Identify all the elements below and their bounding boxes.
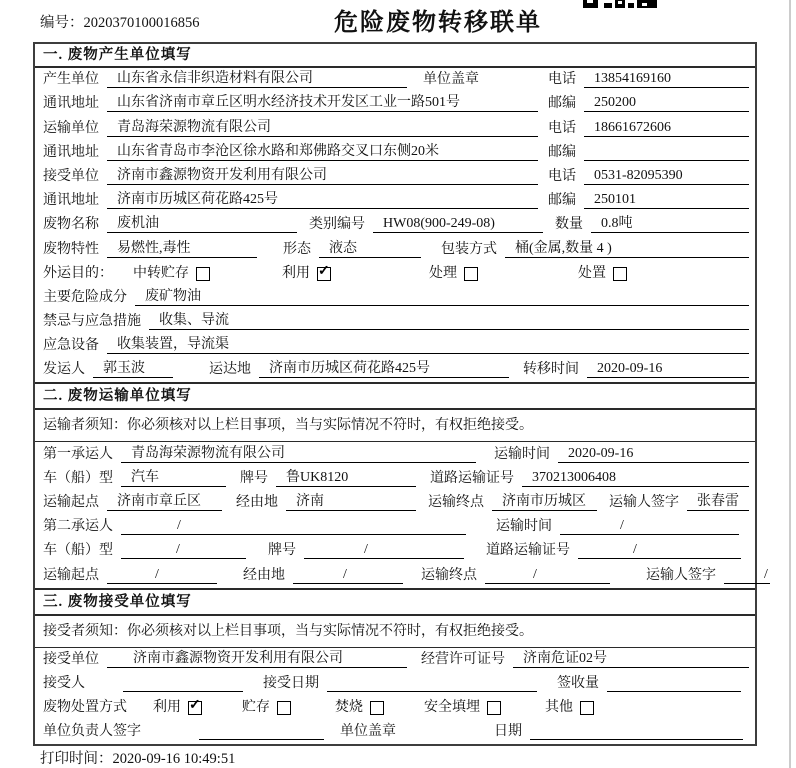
category-code-label: 类别编号 bbox=[309, 217, 365, 233]
section3-header: 三. 废物接受单位填写 bbox=[35, 588, 755, 616]
emergency-equipment-value: 收集装置，导流渠 bbox=[107, 337, 749, 354]
packaging-label: 包装方式 bbox=[441, 241, 497, 257]
first-carrier-value: 青岛海荣源物流有限公司 bbox=[121, 446, 476, 463]
transporter-address-value: 山东省青岛市李沧区徐水路和郑佛路交叉口东侧20米 bbox=[107, 144, 538, 161]
phone-label: 电话 bbox=[548, 120, 576, 136]
producer-address-row bbox=[35, 92, 755, 116]
destination-label: 运达地 bbox=[209, 362, 251, 378]
category-code-value: HW08(900-249-08) bbox=[373, 216, 543, 233]
route-row bbox=[35, 491, 755, 515]
producer-unit-value: 山东省永信非织造材料有限公司 bbox=[107, 71, 407, 88]
section2-header: 二. 废物运输单位填写 bbox=[35, 382, 755, 410]
terminus-value: 济南市历城区 bbox=[492, 494, 597, 511]
receiver-notice: 接受者须知：你必须核对以上栏目事项，当与实际情况不符时，有权拒绝接受。 bbox=[35, 616, 755, 648]
form-state-label: 形态 bbox=[283, 241, 311, 257]
carrier-signature-label: 运输人签字 bbox=[609, 495, 679, 510]
road-permit-value: 370213006408 bbox=[522, 470, 749, 487]
print-time bbox=[40, 747, 235, 768]
license-number-label: 经营许可证号 bbox=[421, 651, 505, 667]
receiver-phone-value: 0531-82095390 bbox=[584, 168, 749, 185]
receiver-person-label: 接受人 bbox=[43, 675, 85, 691]
outbound-purpose-row bbox=[35, 262, 755, 286]
transport-time-value: 2020-09-16 bbox=[558, 446, 749, 463]
first-carrier-label: 第一承运人 bbox=[43, 446, 113, 462]
signed-quantity-value bbox=[607, 676, 741, 692]
origin-label: 运输起点 bbox=[43, 495, 99, 510]
purpose-option bbox=[282, 266, 331, 282]
vehicle-type-label: 车（船）型 bbox=[43, 470, 113, 486]
transfer-date-label: 转移时间 bbox=[523, 362, 579, 378]
contraindication-label: 禁忌与应急措施 bbox=[43, 314, 141, 330]
vehicle-type-row-2 bbox=[35, 539, 755, 563]
carrier-signature-label: 运输人签字 bbox=[646, 567, 716, 583]
row-left-part bbox=[43, 144, 548, 161]
checkbox-icon bbox=[464, 267, 478, 281]
plate-number-value: / bbox=[304, 542, 464, 559]
vehicle-type-label: 车（船）型 bbox=[43, 543, 113, 559]
producer-postcode-value: 250200 bbox=[584, 95, 749, 112]
option-label: 处理 bbox=[429, 265, 457, 281]
responsible-signature-row bbox=[35, 720, 755, 744]
consignor-row bbox=[35, 358, 755, 382]
producer-phone-value: 13854169160 bbox=[584, 71, 749, 88]
vehicle-type-value: 汽车 bbox=[121, 470, 226, 487]
destination-value: 济南市历城区荷花路425号 bbox=[259, 361, 509, 378]
date-value bbox=[530, 724, 743, 740]
responsible-signature-value bbox=[199, 724, 324, 740]
checkbox-icon bbox=[370, 701, 384, 715]
row-left-part bbox=[43, 95, 548, 112]
receiver-address-value: 济南市历城区荷花路425号 bbox=[107, 192, 538, 209]
disposal-option bbox=[424, 700, 501, 716]
purpose-option bbox=[429, 266, 478, 282]
carrier-signature-value: 张春雷 bbox=[687, 494, 749, 511]
producer-unit-label: 产生单位 bbox=[43, 72, 99, 88]
consignor-label: 发运人 bbox=[43, 362, 85, 378]
via-value: 济南 bbox=[286, 494, 416, 511]
disposal-option bbox=[153, 700, 202, 716]
quantity-value: 0.8吨 bbox=[591, 216, 749, 233]
form-state-value: 液态 bbox=[319, 241, 421, 258]
option-label: 处置 bbox=[578, 265, 606, 281]
unit-seal-label: 单位盖章 bbox=[340, 724, 396, 740]
road-permit-label: 道路运输证号 bbox=[430, 470, 514, 486]
waste-name-row bbox=[35, 213, 755, 237]
emergency-equipment-row bbox=[35, 334, 755, 358]
option-label: 中转贮存 bbox=[133, 265, 189, 281]
transporter-unit-row bbox=[35, 116, 755, 140]
hazard-component-label: 主要危险成分 bbox=[43, 289, 127, 305]
waste-name-label: 废物名称 bbox=[43, 217, 99, 233]
vehicle-type-row bbox=[35, 467, 755, 491]
responsible-signature-label: 单位负责人签字 bbox=[43, 724, 141, 740]
disposal-option bbox=[335, 700, 384, 716]
address-label: 通讯地址 bbox=[43, 96, 99, 112]
receive-date-label: 接受日期 bbox=[263, 675, 319, 691]
waste-property-row bbox=[35, 237, 755, 261]
address-label: 通讯地址 bbox=[43, 144, 99, 160]
print-time-label: 打印时间： bbox=[40, 751, 113, 767]
first-carrier-row bbox=[35, 442, 755, 466]
producer-unit-row bbox=[35, 68, 755, 92]
waste-property-label: 废物特性 bbox=[43, 241, 99, 257]
terminus-label: 运输终点 bbox=[421, 567, 477, 583]
second-carrier-value: / bbox=[121, 518, 466, 535]
checkbox-icon bbox=[613, 267, 627, 281]
packaging-value: 桶(金属,数量 4 ) bbox=[505, 241, 749, 258]
contraindication-row bbox=[35, 310, 755, 334]
terminus-value: / bbox=[485, 567, 610, 584]
row-left-part bbox=[43, 168, 548, 185]
license-number-value: 济南危证02号 bbox=[513, 651, 749, 668]
via-label: 经由地 bbox=[236, 495, 278, 510]
contraindication-value: 收集、导流 bbox=[149, 313, 749, 330]
transporter-unit-value: 青岛海荣源物流有限公司 bbox=[107, 120, 538, 137]
disposal-method-label: 废物处置方式 bbox=[43, 700, 127, 716]
checkbox-icon bbox=[188, 701, 202, 715]
quantity-label: 数量 bbox=[555, 217, 583, 233]
receiver-person-value bbox=[123, 676, 243, 692]
disposal-option bbox=[545, 700, 594, 716]
checkbox-icon bbox=[487, 701, 501, 715]
road-permit-label: 道路运输证号 bbox=[486, 543, 570, 559]
phone-label: 电话 bbox=[548, 72, 576, 88]
page-title: 危险废物转移联单 bbox=[334, 10, 542, 36]
postcode-label: 邮编 bbox=[548, 193, 576, 209]
date-label: 日期 bbox=[494, 724, 522, 740]
transport-time-label: 运输时间 bbox=[494, 446, 550, 462]
address-label: 通讯地址 bbox=[43, 193, 99, 209]
checkbox-icon bbox=[317, 267, 331, 281]
qr-code-icon bbox=[583, 0, 657, 9]
checkbox-icon bbox=[277, 701, 291, 715]
row-left-part bbox=[43, 71, 548, 88]
waste-property-value: 易燃性,毒性 bbox=[107, 241, 257, 258]
receiver-unit-value: 济南市鑫源物资开发利用有限公司 bbox=[107, 168, 538, 185]
carrier-signature-value: / bbox=[724, 567, 770, 584]
transport-time-value: / bbox=[560, 518, 739, 535]
vehicle-type-value: / bbox=[121, 542, 246, 559]
checkbox-icon bbox=[196, 267, 210, 281]
producer-address-value: 山东省济南市章丘区明水经济技术开发区工业一路501号 bbox=[107, 95, 538, 112]
hazard-component-row bbox=[35, 286, 755, 310]
row-left-part bbox=[43, 120, 548, 137]
receive-date-value bbox=[327, 676, 537, 692]
postcode-label: 邮编 bbox=[548, 144, 576, 160]
transporter-address-row bbox=[35, 141, 755, 165]
receiver-unit-label: 接受单位 bbox=[43, 168, 99, 184]
origin-value: 济南市章丘区 bbox=[107, 494, 222, 511]
receiver-address-row bbox=[35, 189, 755, 213]
plate-number-value: 鲁UK8120 bbox=[276, 470, 416, 487]
phone-label: 电话 bbox=[548, 168, 576, 184]
receiving-unit-label: 接受单位 bbox=[43, 651, 99, 667]
manifest-form bbox=[33, 42, 768, 746]
row-left-part bbox=[43, 192, 548, 209]
option-label: 其他 bbox=[545, 700, 573, 716]
receiver-person-row bbox=[35, 672, 755, 696]
via-label: 经由地 bbox=[243, 567, 285, 583]
disposal-method-row bbox=[35, 696, 755, 720]
page-right-edge bbox=[789, 0, 791, 768]
origin-label: 运输起点 bbox=[43, 567, 99, 583]
origin-value: / bbox=[107, 567, 217, 584]
postcode-label: 邮编 bbox=[548, 96, 576, 112]
emergency-equipment-label: 应急设备 bbox=[43, 338, 99, 354]
print-time-value: 2020-09-16 10:49:51 bbox=[112, 751, 236, 767]
serial-label: 编号： bbox=[40, 15, 84, 31]
consignor-value: 郭玉波 bbox=[93, 361, 173, 378]
transfer-date-value: 2020-09-16 bbox=[587, 361, 749, 378]
transporter-unit-label: 运输单位 bbox=[43, 120, 99, 136]
purpose-option bbox=[578, 266, 627, 282]
disposal-option bbox=[242, 700, 291, 716]
receiving-unit-row bbox=[35, 648, 755, 672]
transporter-postcode-value bbox=[584, 145, 749, 161]
transporter-notice: 运输者须知：你必须核对以上栏目事项，当与实际情况不符时，有权拒绝接受。 bbox=[35, 410, 755, 442]
hazard-component-value: 废矿物油 bbox=[135, 289, 749, 306]
option-label: 贮存 bbox=[242, 700, 270, 716]
via-value: / bbox=[293, 567, 403, 584]
unit-seal-label: 单位盖章 bbox=[423, 72, 479, 88]
second-carrier-row bbox=[35, 515, 755, 539]
plate-number-label: 牌号 bbox=[240, 470, 268, 486]
option-label: 利用 bbox=[153, 700, 181, 716]
receiver-unit-row bbox=[35, 165, 755, 189]
transporter-phone-value: 18661672606 bbox=[584, 120, 749, 137]
signed-quantity-label: 签收量 bbox=[557, 675, 599, 691]
outbound-purpose-label: 外运目的： bbox=[43, 265, 113, 281]
road-permit-value: / bbox=[578, 542, 741, 559]
checkbox-icon bbox=[580, 701, 594, 715]
second-carrier-label: 第二承运人 bbox=[43, 519, 113, 535]
route-row-2 bbox=[35, 563, 768, 587]
option-label: 安全填埋 bbox=[424, 700, 480, 716]
purpose-option bbox=[133, 266, 210, 282]
terminus-label: 运输终点 bbox=[428, 495, 484, 510]
transport-time-label: 运输时间 bbox=[496, 519, 552, 535]
serial-number: 2020370100016856 bbox=[83, 15, 200, 31]
receiving-unit-value: 济南市鑫源物资开发利用有限公司 bbox=[107, 651, 407, 668]
plate-number-label: 牌号 bbox=[268, 543, 296, 559]
option-label: 利用 bbox=[282, 265, 310, 281]
section1-header: 一. 废物产生单位填写 bbox=[35, 44, 755, 68]
option-label: 焚烧 bbox=[335, 700, 363, 716]
receiver-postcode-value: 250101 bbox=[584, 192, 749, 209]
waste-name-value: 废机油 bbox=[107, 216, 297, 233]
